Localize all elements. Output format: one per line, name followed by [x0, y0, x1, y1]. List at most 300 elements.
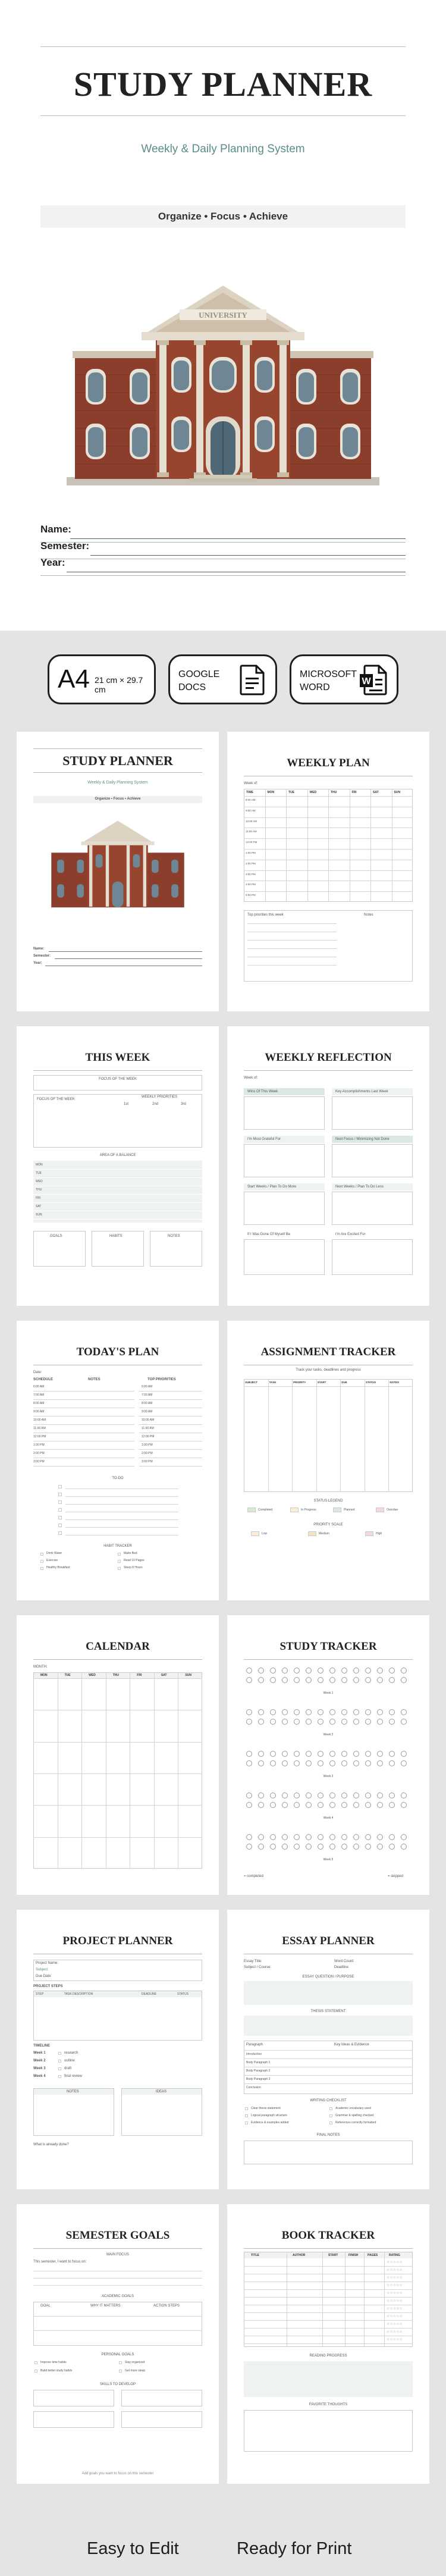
tracker-circle[interactable]: [282, 1677, 288, 1683]
checklist-checkbox[interactable]: [245, 2114, 248, 2117]
page-thumb-book-tracker[interactable]: [227, 2204, 429, 2484]
main-focus-label: MAIN FOCUS: [106, 2253, 129, 2257]
thumb-title: THIS WEEK: [85, 1051, 150, 1064]
semester-focus-label: This semester, I want to focus on:: [33, 2260, 87, 2264]
todo-checkbox[interactable]: [58, 1485, 62, 1488]
checklist-checkbox[interactable]: [329, 2114, 332, 2117]
tracker-circle[interactable]: [270, 1760, 276, 1766]
tracker-circle[interactable]: [306, 1668, 312, 1674]
outline-row: Introduction: [246, 2052, 262, 2056]
google-docs-label-1: GOOGLE: [178, 669, 220, 679]
tracker-circle[interactable]: [377, 1677, 383, 1683]
rating-stars[interactable]: ☆☆☆☆☆: [387, 2261, 403, 2264]
reflection-q: Key Accomplishments Last Week: [335, 1090, 388, 1093]
todo-checkbox[interactable]: [58, 1500, 62, 1504]
checklist-checkbox[interactable]: [245, 2107, 248, 2110]
tracker-circle[interactable]: [341, 1760, 347, 1766]
status-label: Completed: [258, 1508, 273, 1512]
checklist-item: Grammar & spelling checked: [335, 2114, 374, 2117]
tracker-circle[interactable]: [329, 1719, 335, 1725]
personal-checkbox[interactable]: [34, 2361, 37, 2364]
tracker-circle[interactable]: [401, 1751, 407, 1757]
day-line: [33, 1194, 202, 1195]
tracker-circle[interactable]: [377, 1792, 383, 1798]
calendar-row-line: [33, 1742, 202, 1743]
assignment-table[interactable]: [244, 1379, 413, 1492]
personal-goal: Get more sleep: [125, 2369, 146, 2373]
assignment-col-header: NOTES: [390, 1381, 399, 1384]
tracker-circle[interactable]: [389, 1802, 395, 1808]
steps-col: STEP: [36, 1992, 44, 1996]
tracker-circle[interactable]: [389, 1719, 395, 1725]
tracker-circle[interactable]: [246, 1709, 252, 1715]
tracker-circle[interactable]: [389, 1844, 395, 1850]
schedule-label: SCHEDULE: [33, 1378, 54, 1381]
tracker-circle[interactable]: [365, 1709, 371, 1715]
calendar-col-line: [81, 1672, 82, 1869]
tracker-circle[interactable]: [306, 1802, 312, 1808]
tracker-circle[interactable]: [246, 1760, 252, 1766]
tracker-circle[interactable]: [401, 1844, 407, 1850]
todo-checkbox[interactable]: [58, 1493, 62, 1496]
todo-line: [65, 1496, 178, 1497]
tracker-circle[interactable]: [329, 1709, 335, 1715]
rating-stars[interactable]: ☆☆☆☆☆: [387, 2315, 403, 2318]
timeline-label: TIMELINE: [33, 2044, 50, 2048]
cover-name-field[interactable]: [40, 524, 406, 540]
calendar-grid[interactable]: [33, 1672, 202, 1869]
tracker-circle[interactable]: [246, 1751, 252, 1757]
priority-label: Low: [262, 1532, 268, 1535]
tracker-circle[interactable]: [294, 1668, 300, 1674]
week-label: Week 5: [323, 1858, 334, 1862]
tracker-circle[interactable]: [306, 1792, 312, 1798]
thumb-name-field: Name:: [33, 947, 45, 951]
calendar-day-header: THU: [112, 1674, 119, 1677]
tracker-circle[interactable]: [282, 1719, 288, 1725]
tracker-circle[interactable]: [306, 1677, 312, 1683]
subject-field: Subject:: [36, 1968, 49, 1972]
cover-year-field[interactable]: [40, 557, 406, 574]
calendar-day-header: SAT: [161, 1674, 167, 1677]
page-thumb-this-week[interactable]: [17, 1026, 219, 1306]
page-thumb-todays-plan[interactable]: [17, 1321, 219, 1600]
tracker-circle[interactable]: [365, 1751, 371, 1757]
tracker-circle[interactable]: [294, 1677, 300, 1683]
rating-stars[interactable]: ☆☆☆☆☆: [387, 2330, 403, 2334]
footer-question: What is already done?: [33, 2143, 69, 2146]
tracker-circle[interactable]: [329, 1802, 335, 1808]
timeline-checkbox[interactable]: [58, 2052, 61, 2055]
tracker-circle[interactable]: [306, 1844, 312, 1850]
prio-col: 2nd: [152, 1102, 159, 1106]
status-swatch: [333, 1508, 341, 1512]
tracker-circle[interactable]: [306, 1719, 312, 1725]
timeline-task: final review: [64, 2074, 83, 2078]
tracker-circle[interactable]: [341, 1719, 347, 1725]
tracker-circle[interactable]: [246, 1719, 252, 1725]
time-slot: 9:00 AM: [33, 1410, 45, 1414]
priorities-label: Top priorities this week: [247, 913, 284, 917]
tracker-circle[interactable]: [353, 1792, 359, 1798]
tracker-circle[interactable]: [282, 1668, 288, 1674]
tracker-circle[interactable]: [258, 1844, 264, 1850]
tracker-circle[interactable]: [389, 1760, 395, 1766]
university-building-illustration: [67, 268, 379, 488]
tracker-circle[interactable]: [401, 1719, 407, 1725]
tracker-circle[interactable]: [377, 1760, 383, 1766]
outline-line: [244, 2075, 413, 2076]
timeline-checkbox[interactable]: [58, 2075, 61, 2078]
tracker-circle[interactable]: [258, 1677, 264, 1683]
tracker-circle[interactable]: [294, 1844, 300, 1850]
tracker-circle[interactable]: [353, 1668, 359, 1674]
thumb-title: WEEKLY REFLECTION: [265, 1051, 392, 1064]
tracker-circle[interactable]: [246, 1792, 252, 1798]
time-slot: 2:00 PM: [33, 1452, 45, 1455]
tracker-circle[interactable]: [329, 1677, 335, 1683]
tracker-circle[interactable]: [377, 1802, 383, 1808]
tracker-circle[interactable]: [270, 1792, 276, 1798]
page-thumb-weekly-plan[interactable]: [227, 732, 429, 1011]
cover-semester-field[interactable]: [40, 540, 406, 557]
tracker-circle[interactable]: [306, 1834, 312, 1840]
day-line: [33, 1219, 202, 1220]
page-thumb-study-planner[interactable]: [17, 732, 219, 1011]
tracker-circle[interactable]: [318, 1751, 323, 1757]
tracker-circle[interactable]: [365, 1844, 371, 1850]
tracker-circle[interactable]: [341, 1792, 347, 1798]
tracker-circle[interactable]: [401, 1677, 407, 1683]
tracker-circle[interactable]: [270, 1677, 276, 1683]
tracker-circle[interactable]: [318, 1760, 323, 1766]
tracker-circle[interactable]: [389, 1792, 395, 1798]
priority-scale-label: PRIORITY SCALE: [313, 1523, 343, 1527]
tracker-circle[interactable]: [270, 1751, 276, 1757]
habit-checkbox[interactable]: [118, 1553, 121, 1556]
todo-checkbox[interactable]: [58, 1516, 62, 1519]
checklist-checkbox[interactable]: [329, 2121, 332, 2124]
timeline-checkbox[interactable]: [58, 2060, 61, 2063]
habits-label: HABITS: [109, 1234, 123, 1238]
grid-line: [292, 1379, 293, 1492]
tracker-circle[interactable]: [401, 1792, 407, 1798]
todo-line: [65, 1527, 178, 1528]
tracker-circle[interactable]: [389, 1834, 395, 1840]
tracker-circle[interactable]: [365, 1760, 371, 1766]
tracker-circle[interactable]: [282, 1792, 288, 1798]
tracker-circle[interactable]: [377, 1844, 383, 1850]
tracker-circle[interactable]: [318, 1792, 323, 1798]
tracker-circle[interactable]: [246, 1668, 252, 1674]
todo-checkbox[interactable]: [58, 1531, 62, 1535]
tracker-circle[interactable]: [294, 1751, 300, 1757]
calendar-day-header: TUE: [64, 1674, 71, 1677]
tracker-circle[interactable]: [318, 1802, 323, 1808]
notes-label: NOTES: [67, 2090, 79, 2094]
tracker-circle[interactable]: [341, 1751, 347, 1757]
tracker-circle[interactable]: [294, 1802, 300, 1808]
tracker-circle[interactable]: [329, 1668, 335, 1674]
tracker-circle[interactable]: [365, 1834, 371, 1840]
todo-checkbox[interactable]: [58, 1524, 62, 1527]
book-row-line: [244, 2343, 413, 2344]
academic-col: GOAL: [40, 2304, 51, 2308]
cover-top-rule: [40, 46, 406, 47]
tracker-circle[interactable]: [246, 1834, 252, 1840]
tracker-circle[interactable]: [270, 1709, 276, 1715]
thumb-title: WEEKLY PLAN: [287, 757, 370, 769]
calendar-day-header: SUN: [185, 1674, 191, 1677]
tracker-circle[interactable]: [282, 1802, 288, 1808]
priority-slot: 11:00 AM: [142, 1427, 154, 1430]
page-thumb-calendar[interactable]: [17, 1615, 219, 1895]
tracker-circle[interactable]: [329, 1834, 335, 1840]
tracker-circle[interactable]: [377, 1668, 383, 1674]
tracker-circle[interactable]: [258, 1760, 264, 1766]
day-row: WED: [36, 1180, 43, 1183]
tracker-circle[interactable]: [341, 1834, 347, 1840]
tracker-circle[interactable]: [329, 1792, 335, 1798]
steps-col: DEADLINE: [142, 1992, 157, 1996]
tracker-circle[interactable]: [389, 1677, 395, 1683]
tracker-circle[interactable]: [353, 1719, 359, 1725]
schedule-line: [33, 1424, 134, 1425]
tracker-circle[interactable]: [401, 1668, 407, 1674]
reflection-q: I'm Most Grateful For: [247, 1137, 281, 1141]
tracker-circle[interactable]: [401, 1834, 407, 1840]
thumb-subtitle: Weekly & Daily Planning System: [87, 781, 148, 785]
tracker-circle[interactable]: [306, 1709, 312, 1715]
tracker-circle[interactable]: [294, 1792, 300, 1798]
tracker-circle[interactable]: [270, 1802, 276, 1808]
day-line: [33, 1202, 202, 1203]
tracker-circle[interactable]: [353, 1834, 359, 1840]
tracker-circle[interactable]: [282, 1760, 288, 1766]
tracker-circle[interactable]: [329, 1844, 335, 1850]
tracker-circle[interactable]: [318, 1668, 323, 1674]
assignment-col-header: START: [317, 1381, 326, 1384]
assignment-col-header: DUE: [341, 1381, 347, 1384]
checklist-label: WRITING CHECKLIST: [310, 2099, 347, 2102]
tracker-circle[interactable]: [389, 1709, 395, 1715]
calendar-day-header: FRI: [137, 1674, 142, 1677]
tracker-circle[interactable]: [306, 1751, 312, 1757]
habit-checkbox[interactable]: [40, 1567, 43, 1570]
prio-col: 3rd: [181, 1102, 186, 1106]
tracker-circle[interactable]: [270, 1719, 276, 1725]
year-label: Year:: [40, 557, 65, 568]
thumb-year-field: Year:: [33, 961, 42, 965]
timeline-task: research: [64, 2051, 78, 2055]
tracker-circle[interactable]: [341, 1844, 347, 1850]
assignment-col-header: STATUS: [365, 1381, 376, 1384]
rating-stars[interactable]: ☆☆☆☆☆: [387, 2323, 403, 2326]
reflection-q: I'm Are Excited For: [335, 1233, 366, 1236]
grid-line: [328, 789, 329, 902]
tracker-circle[interactable]: [282, 1709, 288, 1715]
tracker-circle[interactable]: [318, 1709, 323, 1715]
tracker-circle[interactable]: [258, 1834, 264, 1840]
habit-checkbox[interactable]: [118, 1567, 121, 1570]
due-date-field: Due Date:: [36, 1975, 52, 1978]
tracker-circle[interactable]: [258, 1668, 264, 1674]
tracker-circle[interactable]: [282, 1751, 288, 1757]
tracker-circle[interactable]: [329, 1760, 335, 1766]
time-slot: 10:00 AM: [33, 1418, 46, 1422]
tracker-circle[interactable]: [353, 1760, 359, 1766]
habit-checkbox[interactable]: [118, 1560, 121, 1563]
tracker-circle[interactable]: [282, 1844, 288, 1850]
tracker-circle[interactable]: [258, 1792, 264, 1798]
tracker-circle[interactable]: [377, 1834, 383, 1840]
tracker-circle[interactable]: [401, 1709, 407, 1715]
tracker-circle[interactable]: [294, 1719, 300, 1725]
priorities-box[interactable]: [244, 910, 413, 982]
page-thumb-semester-goals[interactable]: [17, 2204, 219, 2484]
schedule-line: [33, 1416, 134, 1417]
reflection-q: Next Weeks / Plan To Do Less: [335, 1185, 384, 1189]
tracker-circle[interactable]: [401, 1802, 407, 1808]
todo-label: TO-DO: [112, 1477, 124, 1480]
rating-stars[interactable]: ☆☆☆☆☆: [387, 2284, 403, 2287]
svg-text:W: W: [362, 676, 371, 687]
tracker-circle[interactable]: [353, 1677, 359, 1683]
rating-stars[interactable]: ☆☆☆☆☆: [387, 2338, 403, 2342]
tracker-circle[interactable]: [389, 1751, 395, 1757]
thesis-label: THESIS STATEMENT: [310, 2010, 346, 2013]
tracker-circle[interactable]: [270, 1844, 276, 1850]
tracker-circle[interactable]: [270, 1668, 276, 1674]
tracker-circle[interactable]: [341, 1802, 347, 1808]
personal-checkbox[interactable]: [119, 2370, 122, 2373]
week-label: Week 1: [323, 1691, 334, 1695]
tracker-circle[interactable]: [258, 1709, 264, 1715]
page-thumb-project-planner[interactable]: [17, 1910, 219, 2189]
week-label: Week 4: [323, 1816, 334, 1820]
page-thumb-weekly-reflection[interactable]: [227, 1026, 429, 1306]
weekly-col-header: FRI: [351, 791, 357, 794]
time-slot: 8:00 AM: [246, 798, 256, 801]
tracker-circle[interactable]: [353, 1751, 359, 1757]
book-row-line: [244, 2328, 413, 2329]
page-thumb-essay-planner[interactable]: [227, 1910, 429, 2189]
tracker-circle[interactable]: [318, 1834, 323, 1840]
habit-checkbox[interactable]: [40, 1553, 43, 1556]
tracker-circle[interactable]: [365, 1802, 371, 1808]
book-row-line: [244, 2297, 413, 2298]
tracker-circle[interactable]: [365, 1719, 371, 1725]
calendar-col-line: [154, 1672, 155, 1869]
tracker-circle[interactable]: [365, 1668, 371, 1674]
tracker-circle[interactable]: [353, 1802, 359, 1808]
timeline-week: Week 1: [33, 2051, 46, 2055]
tracker-circle[interactable]: [329, 1751, 335, 1757]
page-thumb-assignment-tracker[interactable]: [227, 1321, 429, 1600]
caption-easy-to-edit: Easy to Edit: [87, 2539, 179, 2558]
day-line: [33, 1169, 202, 1170]
thumb-building-illustration: [48, 812, 188, 912]
tracker-circle[interactable]: [377, 1709, 383, 1715]
tracker-circle[interactable]: [318, 1677, 323, 1683]
tracker-circle[interactable]: [318, 1719, 323, 1725]
rating-stars[interactable]: ☆☆☆☆☆: [387, 2307, 403, 2311]
assignment-col-header: TASK: [269, 1381, 277, 1384]
tracker-circle[interactable]: [270, 1834, 276, 1840]
thumb-title: STUDY TRACKER: [279, 1640, 377, 1653]
tracker-circle[interactable]: [282, 1834, 288, 1840]
thumb-title: ASSIGNMENT TRACKER: [260, 1346, 396, 1358]
tracker-circle[interactable]: [246, 1844, 252, 1850]
grid-line: [244, 838, 413, 839]
checklist-checkbox[interactable]: [329, 2107, 332, 2110]
tracker-circle[interactable]: [258, 1802, 264, 1808]
tracker-circle[interactable]: [401, 1760, 407, 1766]
project-name-field: Project Name:: [36, 1961, 59, 1965]
cover-title-rule: [40, 115, 406, 116]
habit-checkbox[interactable]: [40, 1560, 43, 1563]
tracker-circle[interactable]: [246, 1677, 252, 1683]
tracker-circle[interactable]: [377, 1719, 383, 1725]
tracker-circle[interactable]: [341, 1668, 347, 1674]
tracker-circle[interactable]: [318, 1844, 323, 1850]
tracker-circle[interactable]: [341, 1709, 347, 1715]
personal-checkbox[interactable]: [34, 2370, 37, 2373]
tracker-circle[interactable]: [294, 1760, 300, 1766]
grid-line: [244, 849, 413, 850]
priority-swatch: [308, 1531, 316, 1536]
tracker-circle[interactable]: [294, 1709, 300, 1715]
grid-line: [370, 789, 371, 902]
time-slot: 7:00 AM: [33, 1393, 45, 1397]
tracker-circle[interactable]: [353, 1709, 359, 1715]
tracker-circle[interactable]: [365, 1677, 371, 1683]
priority-slot: 2:00 PM: [142, 1452, 153, 1455]
tracker-circle[interactable]: [258, 1751, 264, 1757]
tracker-circle[interactable]: [341, 1677, 347, 1683]
priority-line: [139, 1399, 202, 1400]
page-thumb-study-tracker[interactable]: [227, 1615, 429, 1895]
tracker-circle[interactable]: [306, 1760, 312, 1766]
rating-stars[interactable]: ☆☆☆☆☆: [387, 2276, 403, 2280]
tracker-circle[interactable]: [258, 1719, 264, 1725]
assignment-subtitle: Track your tasks, deadlines and progress: [296, 1368, 361, 1372]
rating-stars[interactable]: ☆☆☆☆☆: [387, 2268, 403, 2272]
checklist-item: Academic vocabulary used: [335, 2107, 371, 2110]
notes-label: NOTES: [168, 1234, 180, 1238]
tracker-circle[interactable]: [389, 1668, 395, 1674]
timeline-checkbox[interactable]: [58, 2067, 61, 2070]
todo-line: [65, 1519, 178, 1520]
checklist-checkbox[interactable]: [245, 2121, 248, 2124]
tracker-circle[interactable]: [377, 1751, 383, 1757]
cover-title: STUDY PLANNER: [73, 65, 373, 104]
weekly-col-header: WED: [309, 791, 317, 794]
outline-row: Body Paragraph 1: [246, 2061, 271, 2064]
todo-line: [65, 1488, 178, 1489]
steps-col: STATUS: [177, 1992, 189, 1996]
tracker-circle[interactable]: [365, 1792, 371, 1798]
tracker-circle[interactable]: [294, 1834, 300, 1840]
status-legend-label: STATUS LEGEND: [313, 1499, 343, 1503]
tracker-circle[interactable]: [353, 1844, 359, 1850]
rating-stars[interactable]: ☆☆☆☆☆: [387, 2299, 403, 2303]
personal-checkbox[interactable]: [119, 2361, 122, 2364]
todo-checkbox[interactable]: [58, 1508, 62, 1512]
a4-label: A4: [58, 665, 90, 694]
rating-stars[interactable]: ☆☆☆☆☆: [387, 2292, 403, 2295]
tracker-circle[interactable]: [246, 1802, 252, 1808]
